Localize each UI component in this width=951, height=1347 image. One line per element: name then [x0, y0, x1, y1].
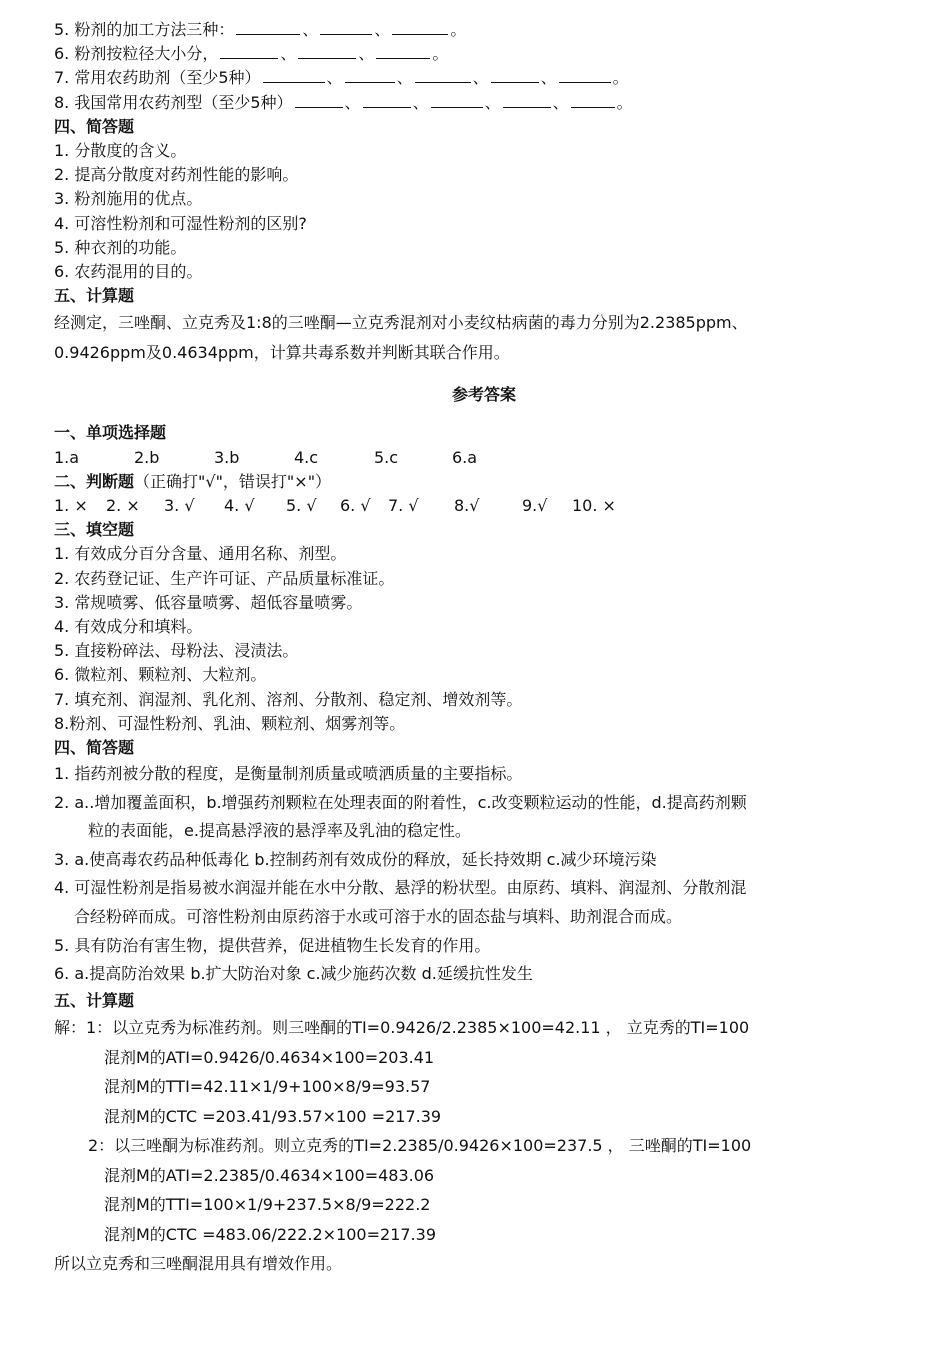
solution-line: 混剂M的ATI=0.9426/0.4634×100=203.41 — [104, 1047, 435, 1067]
answer-item: 5. 直接粉碎法、母粉法、浸渍法。 — [54, 641, 299, 661]
calculation-text: 经测定，三唑酮、立克秀及1:8的三唑酮—立克秀混剂对小麦纹枯病菌的毒力分别为2.2385ppm、 — [54, 313, 748, 333]
solution-line: 混剂M的CTC =483.06/222.2×100=217.39 — [104, 1224, 436, 1244]
answer-item: 1. 指药剂被分散的程度，是衡量制剂质量或喷洒质量的主要指标。 — [54, 764, 523, 784]
question-item: 1. 分散度的含义。 — [54, 140, 187, 160]
question-item: 5. 种衣剂的功能。 — [54, 237, 187, 257]
document-page — [54, 18, 914, 1279]
answer-item: 7. 填充剂、润湿剂、乳化剂、溶剂、分散剂、稳定剂、增效剂等。 — [54, 689, 523, 709]
answer-item-continued: 合经粉碎而成。可溶性粉剂由原药溶于水或可溶于水的固态盐与填料、助剂混合而成。 — [74, 907, 683, 927]
fill-blank-5: 5. 粉剂的加工方法三种： 、 、 。 — [54, 20, 467, 39]
solution-conclusion: 所以立克秀和三唑酮混用具有增效作用。 — [54, 1254, 343, 1273]
answer-item: 3. a.使高毒农药品种低毒化 b.控制药剂有效成份的释放，延长持效期 c.减少环境污染 — [54, 849, 657, 869]
solution-line: 混剂M的TTI=42.11×1/9+100×8/9=93.57 — [104, 1077, 431, 1096]
short-answer-heading: 四、简答题 — [54, 116, 135, 136]
answer-item: 2. 农药登记证、生产许可证、产品质量标准证。 — [54, 568, 395, 588]
question-item: 2. 提高分散度对药剂性能的影响。 — [54, 165, 299, 185]
answer-item: 2. a..增加覆盖面积，b.增强药剂颗粒在处理表面的附着性，c.改变颗粒运动的性能，d.提高药剂颗 — [54, 792, 747, 812]
single-choice-answers: 1.a 2.b 3.b 4.c 5.c 6.a — [54, 447, 478, 467]
true-false-heading: 二、判断题（正确打"√"，错误打"×"） — [54, 471, 332, 491]
answer-item: 5. 具有防治有害生物，提供营养，促进植物生长发育的作用。 — [54, 935, 491, 955]
answer-item: 6. 微粒剂、颗粒剂、大粒剂。 — [54, 665, 267, 685]
answer-item-continued: 粒的表面能，e.提高悬浮液的悬浮率及乳油的稳定性。 — [88, 821, 471, 841]
solution-line: 混剂M的CTC =203.41/93.57×100 =217.39 — [104, 1106, 442, 1126]
fill-blank-8: 8. 我国常用农药剂型（至少5种） 、 、 、 、 。 — [54, 92, 633, 112]
fill-blank-answer-heading: 三、填空题 — [54, 520, 135, 540]
short-answer-key-heading: 四、简答题 — [54, 737, 135, 757]
calculation-heading: 五、计算题 — [54, 286, 135, 306]
single-choice-heading: 一、单项选择题 — [54, 423, 167, 443]
answer-key-title: 参考答案 — [451, 385, 516, 405]
solution-line: 混剂M的ATI=2.2385/0.4634×100=483.06 — [104, 1165, 435, 1185]
answer-item: 8.粉剂、可湿性粉剂、乳油、颗粒剂、烟雾剂等。 — [54, 713, 406, 733]
fill-blank-6: 6. 粉剂按粒径大小分， 、 、 。 — [54, 44, 449, 64]
solution-step-2: 2：以三唑酮为标准药剂。则立克秀的TI=2.2385/0.9426×100=237.5 ， 三唑酮的TI=100 — [88, 1136, 752, 1155]
answer-item: 6. a.提高防治效果 b.扩大防治对象 c.减少施药次数 d.延缓抗性发生 — [54, 964, 533, 984]
true-false-answers: 1. × 2. × 3. √ 4. √ 5. √ 6. √ 7. √ 8.√ 9.√ 10. × — [54, 496, 616, 515]
calculation-text: 0.9426ppm及0.4634ppm，计算共毒系数并判断其联合作用。 — [54, 342, 510, 362]
question-item: 6. 农药混用的目的。 — [54, 261, 203, 281]
solution-line: 混剂M的TTI=100×1/9+237.5×8/9=222.2 — [104, 1195, 431, 1214]
answer-item: 3. 常规喷雾、低容量喷雾、超低容量喷雾。 — [54, 592, 363, 612]
calculation-key-heading: 五、计算题 — [54, 990, 135, 1010]
question-item: 4. 可溶性粉剂和可湿性粉剂的区别? — [54, 213, 307, 233]
answer-item: 4. 可湿性粉剂是指易被水润湿并能在水中分散、悬浮的粉状型。由原药、填料、润湿剂、分散剂混 — [54, 878, 747, 898]
answer-item: 1. 有效成分百分含量、通用名称、剂型。 — [54, 544, 347, 564]
question-item: 3. 粉剂施用的优点。 — [54, 189, 203, 209]
solution-step-1: 解：1：以立克秀为标准药剂。则三唑酮的TI=0.9426/2.2385×100=42.11 ， 立克秀的TI=100 — [54, 1018, 750, 1037]
answer-item: 4. 有效成分和填料。 — [54, 616, 203, 636]
fill-blank-7: 7. 常用农药助剂（至少5种） 、 、 、 、 。 — [54, 68, 629, 88]
